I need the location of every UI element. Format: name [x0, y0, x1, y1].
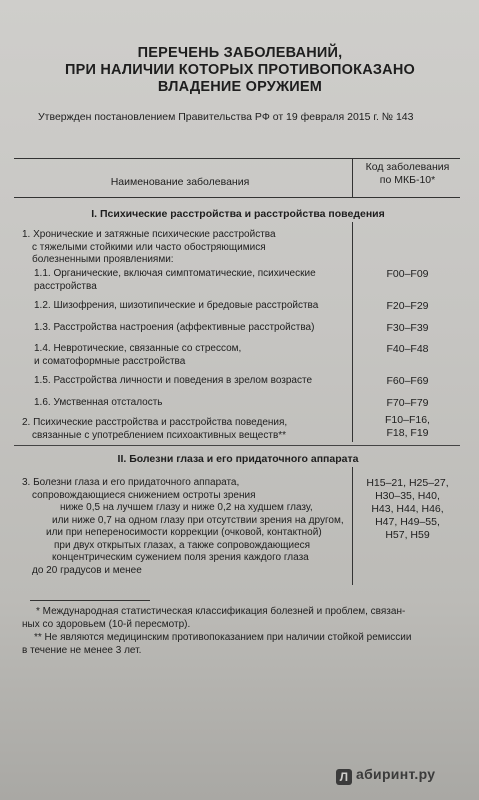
footnote-2: ** Не являются медицинским противопоказанием при наличии стойкой ремиссии	[34, 632, 412, 643]
row-1-4-name	[34, 343, 241, 368]
row-1-6-code: F70–F79	[386, 397, 429, 409]
row-3-line-1: 3. Болезни глаза и его придаточного аппарата,	[22, 477, 240, 488]
row-3-line-2: сопровождающиеся снижением остроты зрения	[32, 489, 256, 501]
row-1-5-code: F60–F69	[386, 375, 429, 387]
row-3-code-line-3: H43, H44, H46,	[371, 503, 444, 515]
row-3-line-5: или при непереносимости коррекции (очковой, контактной)	[46, 527, 322, 538]
row-1-6-name: 1.6. Умственная отсталость	[34, 397, 163, 408]
row-1-1-code: F00–F09	[386, 268, 429, 280]
row-3-code-line-1: H15–21, H25–27,	[366, 477, 449, 489]
row-2-name	[22, 417, 287, 442]
table-top-rule	[14, 158, 460, 159]
labirint-logo-icon: Л	[336, 769, 352, 785]
header-code-line-1: Код заболевания	[365, 161, 450, 173]
footnote-rule	[30, 600, 150, 601]
row-3-code-line-2: H30–35, H40,	[375, 490, 440, 502]
row-1-line-2: с тяжелыми стойкими или часто обостряющимися	[32, 241, 266, 253]
row-1-4-line-1: 1.4. Невротические, связанные со стрессом,	[34, 343, 242, 354]
row-1-line-1: 1. Хронические и затяжные психические расстройства	[22, 229, 276, 240]
row-2-code	[355, 414, 460, 440]
row-1-1-name	[34, 268, 316, 293]
footnote-1	[36, 605, 405, 618]
row-1-5-name: 1.5. Расстройства личности и поведения в зрелом возрасте	[34, 375, 313, 386]
approval-note: Утвержден постановлением Правительства РФ от 19 февраля 2015 г. № 143	[38, 111, 414, 123]
footnote-2-continuation: в течение не менее 3 лет.	[22, 645, 142, 656]
header-code-line-2: по МКБ-10*	[379, 174, 436, 186]
row-2-code-line-1: F10–F16,	[385, 414, 430, 426]
header-icd-code	[355, 161, 460, 187]
title-line-1: ПЕРЕЧЕНЬ ЗАБОЛЕВАНИЙ,	[137, 45, 343, 61]
row-2-line-2: связанные с употреблением психоактивных веществ**	[32, 429, 287, 441]
row-1-4-code: F40–F48	[386, 343, 429, 355]
row-1-name	[22, 229, 276, 267]
title-line-3: ВЛАДЕНИЕ ОРУЖИЕМ	[157, 79, 323, 95]
section-1-heading: I. Психические расстройства и расстройства поведения	[91, 208, 385, 220]
row-3-name	[22, 477, 344, 577]
title-line-2: ПРИ НАЛИЧИИ КОТОРЫХ ПРОТИВОПОКАЗАНО	[65, 62, 415, 78]
row-2-code-line-2: F18, F19	[386, 427, 429, 439]
labirint-watermark-text: абиринт.ру	[356, 766, 436, 782]
row-3-code-line-5: H57, H59	[385, 529, 430, 541]
row-1-2-code: F20–F29	[386, 300, 429, 312]
row-3-code	[355, 477, 460, 542]
row-2-line-1: 2. Психические расстройства и расстройства поведения,	[22, 417, 288, 428]
row-1-3-name: 1.3. Расстройства настроения (аффективные расстройства)	[34, 322, 315, 333]
footnote-1-line-1: * Международная статистическая классификация болезней и проблем, связан-	[36, 606, 406, 617]
row-1-1-line-1: 1.1. Органические, включая симптоматические, психические	[34, 268, 316, 279]
section-2-heading: II. Болезни глаза и его придаточного аппарата	[117, 453, 359, 465]
row-3-line-7: концентрическим сужением поля зрения каждого глаза	[52, 552, 309, 563]
document-title	[30, 45, 450, 96]
footnote-1-continuation: ных со здоровьем (10-й пересмотр).	[22, 619, 191, 630]
row-3-line-8: до 20 градусов и менее	[32, 564, 142, 576]
header-disease-name: Наименование заболевания	[110, 176, 250, 188]
labirint-watermark	[336, 766, 435, 785]
row-3-line-4: или ниже 0,7 на одном глазу при отсутствии зрения на другом,	[52, 514, 344, 526]
table-header-rule	[14, 197, 460, 198]
row-1-1-line-2: расстройства	[34, 280, 97, 292]
row-1-4-line-2: и соматоформные расстройства	[34, 355, 186, 367]
row-3-line-3: ниже 0,5 на лучшем глазу и ниже 0,2 на худшем глазу,	[60, 502, 313, 513]
section-separator	[14, 445, 460, 446]
row-1-line-3: болезненными проявлениями:	[32, 254, 174, 265]
section-2-column-divider	[352, 467, 353, 585]
row-1-3-code: F30–F39	[386, 322, 429, 334]
table-header-divider	[352, 158, 353, 197]
row-3-line-6: при двух открытых глазах, а также сопровождающиеся	[54, 539, 311, 551]
row-3-code-line-4: H47, H49–55,	[375, 516, 440, 528]
row-1-2-name: 1.2. Шизофрения, шизотипические и бредовые расстройства	[34, 300, 319, 311]
section-1-column-divider	[352, 222, 353, 442]
